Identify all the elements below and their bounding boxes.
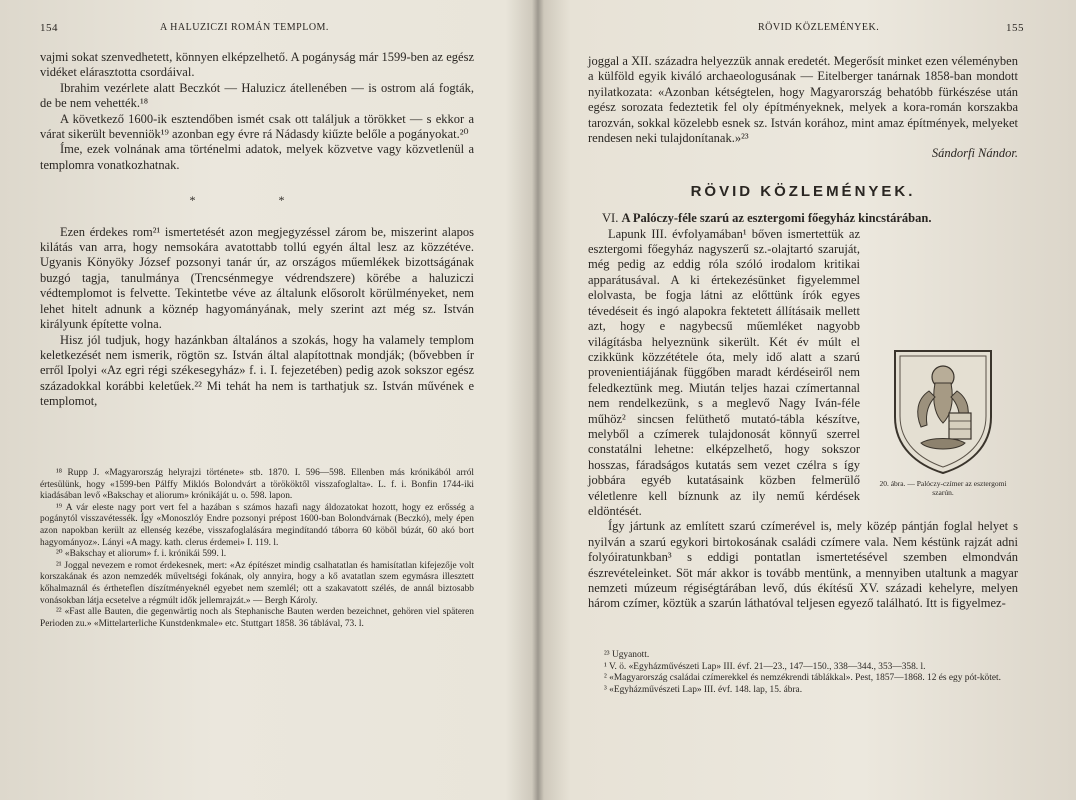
footnote: ²² «Fast alle Bauten, die gegenwärtig noch als Stephanische Bauten werden bezeichnet, gehören viel späteren Perioden zu.» «Mittelarterliche Kunstdenkmale» etc. Stuttgart 1858. 36 táblával, 73. l. [40, 607, 474, 629]
footnote: ¹ V. ö. «Egyházművészeti Lap» III. évf. 21—23., 147—150., 338—344., 353—358. l. [604, 661, 926, 672]
paragraph: vajmi sokat szenvedhetett, könnyen elképzelhető. A pogányság már 1599-ben az egész vidéket elárasztotta csordáival. [40, 50, 474, 80]
left-body [40, 50, 474, 410]
right-body [588, 54, 1018, 612]
footnote: ²³ Ugyanott. [604, 650, 650, 660]
right-page [544, 0, 1076, 800]
left-footnotes [40, 468, 474, 630]
footnote: ¹⁹ A vár eleste nagy port vert fel a hazában s számos hazafi nagy áldozatokat hozott, hogy ez erősség a pogánytól visszavétessék. Így «Monoszlóy Endre pozsonyi prépost 1600-ban Bolondvárnak (Beczkó), mely épen azon napokban került az ellenség kezébe, visszafoglalására megindítandó táborra 60 köböl búzát, 60 akó bort hagyományoz». Lányi «A magy. kath. clerus érdemei» I. 119. l. [40, 502, 474, 548]
paragraph: Így jártunk az említett szarú czímerével is, mely közép pántján foglal helyet s nyilván a szarú egykori birtokosának családi czímere vala. Nem késtünk rajzát adni folyóiratunkban³ s eddigi pontatlan ismertetésével szemben elmondván észrevételeinket. Söt már akkor is tovább mentünk, a mennyiben utaltunk a magyar nemzeti múzeum régiségtárában levő, dús ékítésű XV. századi kehelyre, melyen három czímer, köztük a szarún láthatóval teljesen egyező található. Itt is figyelmez- [588, 519, 1018, 611]
section-title: RÖVID KÖZLEMÉNYEK. [690, 182, 916, 200]
author-signature: Sándorfi Nándor. [931, 146, 1018, 161]
footnote: ³ «Egyházművészeti Lap» III. évf. 148. lap, 15. ábra. [604, 684, 803, 695]
right-page-number: 155 [1006, 22, 1024, 34]
figure-caption: 20. ábra. — Palóczy-czímer az esztergomi szarún. [879, 478, 1007, 497]
left-page-number: 154 [40, 22, 58, 34]
footnote: ²¹ Joggal nevezem e romot érdekesnek, mert: «Az építészet mindig csalhatatlan és hamisítatlan kifejezője volt korszakának és azon nemzedék műveltségi fokának, oly annyira, hogy a kő avatatlan szem egymásra illesztett kőhalmaznál és értheteflen díszítményeknél egyebet nem szemlél; ott a szakavatott szélés, de annál biztosabb vonásokban látja ecsetelve a régmúlt idők jellemrajzát.» — Bergh Károly. [40, 560, 474, 606]
paragraph: Ezen érdekes rom²¹ ismertetését azon megjegyzéssel zárom be, miszerint alapos kilátás van arra, hogy nemsokára avatottabb tollú egyén által lesz az közzétéve. Ugyanis Könyöky József pozsonyi tanár úr, az országos műemlékek bizottságának buzgó tagja, tanulmánya (Trencsénmegye védrendszere) körébe a haluziczi védtemplomot is felvette. Tekintetbe véve az általunk elősorolt körülményeket, nem lehet hitelt adnunk a köznép hagyományának, mely szerint azt még sz. István királyunk építette volna. [40, 224, 474, 332]
section-separator: * * [189, 193, 325, 208]
book-gutter [532, 0, 544, 800]
subsection-number: VI. [602, 211, 619, 226]
paragraph: joggal a XII. századra helyezzük annak eredetét. Megerősít minket ezen véleményben a külföld egyik kiváló archaeologusának — Eitelberger tanárnak 1858-ban mondott nyilatkozata: «Azonban kétségtelen, hogy Magyarország behatóbb fürkészése után egész sorozata fedeztetik fel oly építményeknek, melyek a kora-román korszakba tarozván, sokkal közelebb esnek sz. István korához, mint amaz építmények, melyeket rendesen neki tulajdonítanak.»²³ [588, 54, 1018, 146]
right-head-title: RÖVID KÖZLEMÉNYEK. [758, 22, 880, 33]
right-footnotes [588, 650, 1018, 696]
paragraph: Ibrahim vezérlete alatt Beczkót — Haluzicz átellenében — is ostrom alá fogták, de be nem vehették.¹⁸ [40, 80, 474, 111]
paragraph: Hisz jól tudjuk, hogy hazánkban általános a szokás, hogy ha valamely templom keletkezését nem ismerik, rögtön sz. István által alapítottnak mondják; (bővebben ír erről Ipolyi «Az egri régi székesegyház» f. i. I. fejezetében) pedig azok sokszor egész századokkal korábbi keletűek.²² Mi tehát ha nem is tarthatjuk sz. István művének e templomot, [40, 332, 474, 409]
subsection-title: A Palóczy-féle szarú az esztergomi főegyház kincstárában. [621, 211, 932, 226]
footnote: ²⁰ «Bakschay et aliorum» f. i. krónikái 599. l. [56, 549, 227, 560]
coat-of-arms-figure [868, 347, 1018, 497]
left-head-title: A HALUZICZI ROMÁN TEMPLOM. [160, 22, 329, 33]
coat-of-arms-image [891, 347, 995, 477]
paragraph: A következő 1600-ik esztendőben ismét csak ott találjuk a törökket — s ekkor a várat sikerült bevenniök¹⁹ azonban egy évre rá Nádasdy kiűzte belőle a pogányokat.²⁰ [40, 111, 474, 142]
paragraph: Lapunk III. évfolyamában¹ bőven ismertettük az esztergomi főegyház nagyszerű sz.-olajtartó szaruját, még pedig az eddig róla szóló irodalom kritikai apparátusával. A ki értekezésünket figyelemmel elolvasta, be fogja látni az előttünk írók egyes tévedéseit és ingó alapokra fektetett állításaik mellett azt, hogy e nagybecsű műemléket nagyobb világításba helyeznünk sikerült. Két év múlt el czikkünk közzététele óta, mely idő alatt a szarú provenientiájának függőben maradt kérdéseiről nem feledkeztünk meg. Miután teljes hazai czímertannal nem rendelkezünk, s a meglevő Nagy Iván-féle műhöz² sincsen felüthető mutató-tábla készítve, melyből a czímerek tulajdonosát könnyű szerrel constatálni lehetne: elképzelhető, hogy sokszor hosszas, fáradságos kutatás sem vezet czélra s így jobbára egyéb kutatásaink közben felmerülő véletlenre kell bíznunk az ily nemű kérdések eldöntését. [588, 226, 860, 518]
subsection-heading [588, 211, 1018, 226]
footnote: ¹⁸ Rupp J. «Magyarország helyrajzi története» stb. 1870. I. 596—598. Ellenben más krónikából arról értesülünk, hogy «1599-ben Pálffy Miklós Bolondvárt a törököktől visszafoglalta». L. f. i. Bonfin 1744-iki kiadásában levő «Bakschay et aliorum» krónikáját u. o. 598. lapon. [40, 468, 474, 502]
paragraph: Íme, ezek volnának ama történelmi adatok, melyek közvetve vagy közvetlenül a templomra vonatkozhatnak. [40, 142, 474, 172]
footnote: ² «Magyarország családai czímerekkel és nemzékrendi táblákkal». Pest, 1857—1868. 12 és egy pót-kötet. [604, 673, 1001, 684]
left-page [0, 0, 532, 800]
